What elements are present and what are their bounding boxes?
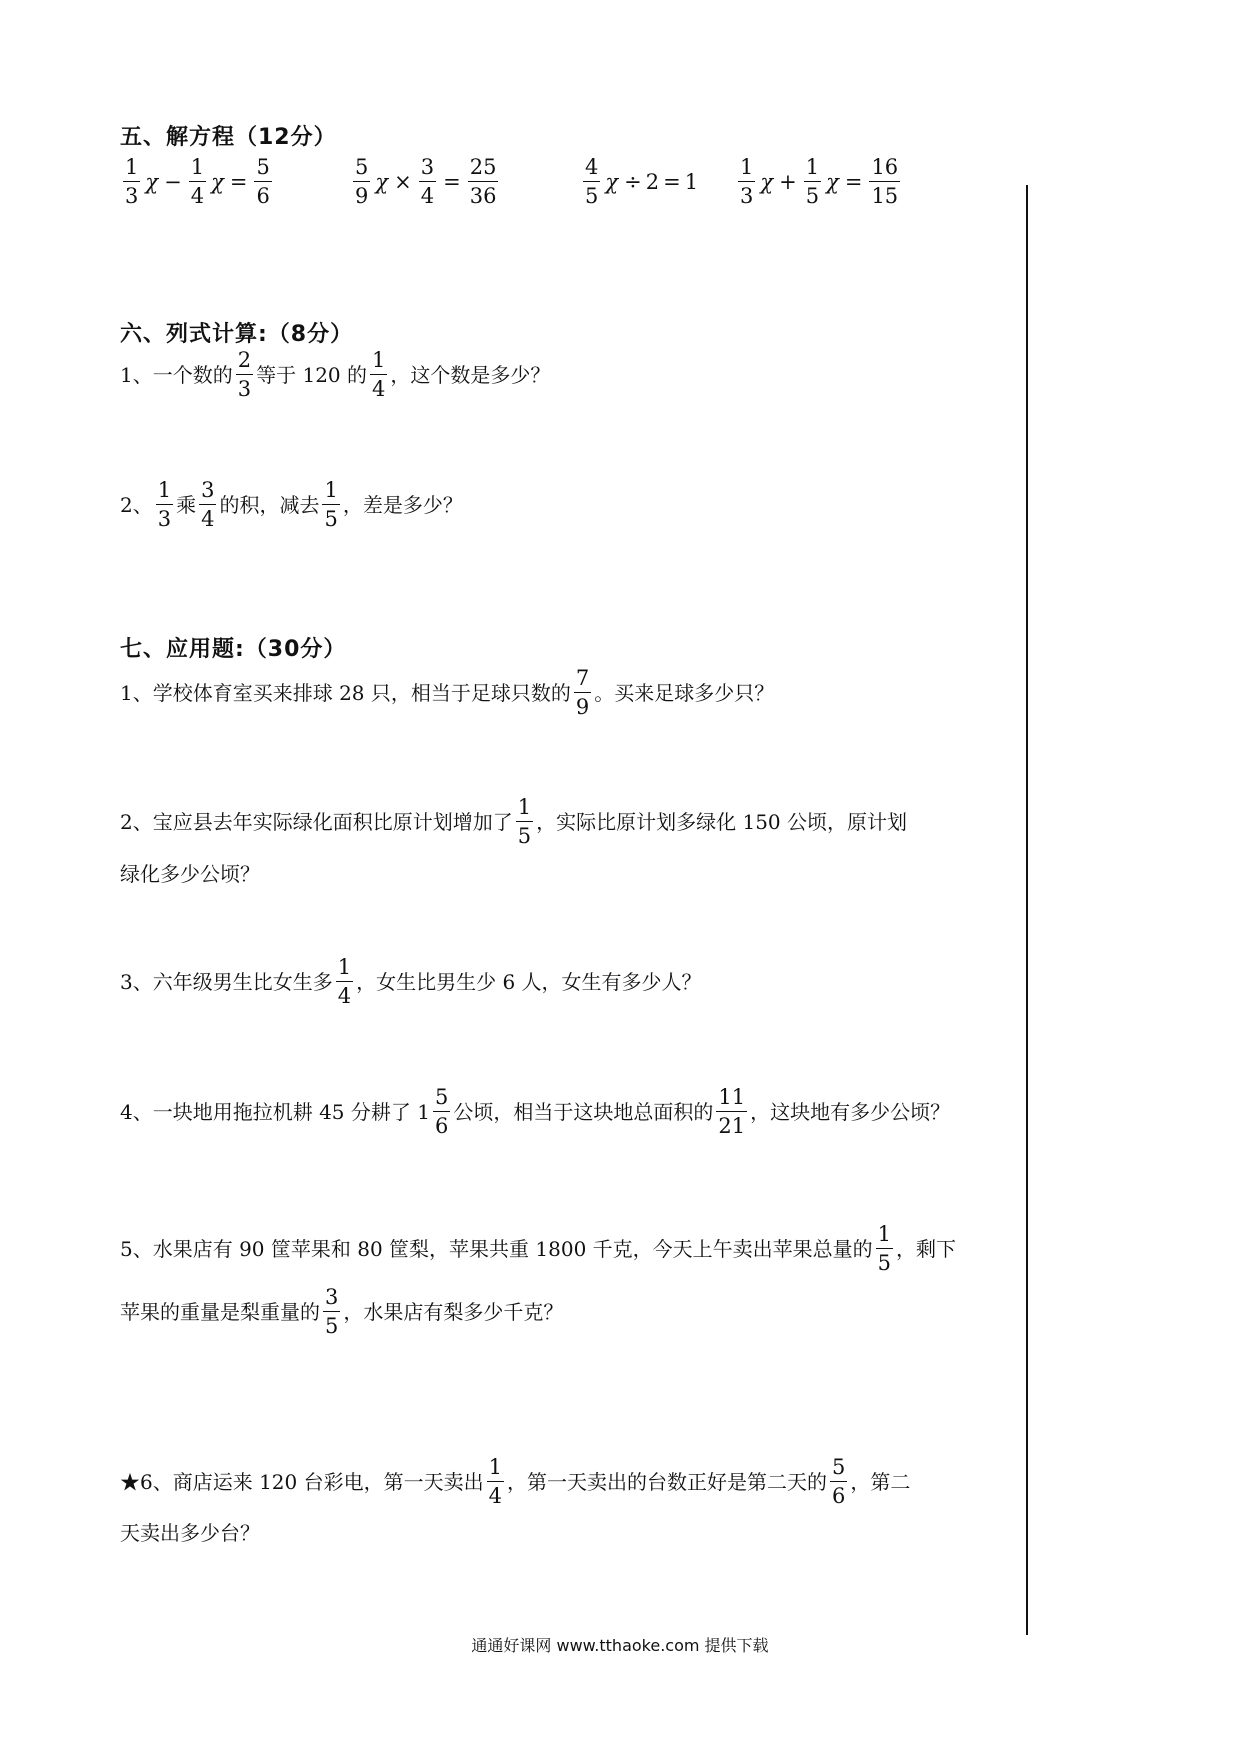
question-text: ★6、商店运来 120 台彩电，第一天卖出 xyxy=(120,1469,484,1494)
fraction: $\frac{1}{5}$ xyxy=(517,795,532,849)
number: 2 xyxy=(645,169,660,194)
fraction: $\frac{5}{6}$ xyxy=(256,155,270,209)
fraction: $\frac{1}{4}$ xyxy=(488,1455,502,1509)
operator: − xyxy=(164,169,182,194)
app-question-6 xyxy=(120,1455,910,1508)
fraction: $\frac{3}{4}$ xyxy=(420,155,435,209)
fraction: $\frac{1}{3}$ xyxy=(740,155,754,209)
variable: χ xyxy=(826,169,839,194)
operator: ÷ xyxy=(624,169,642,194)
fraction: $\frac{5}{6}$ xyxy=(832,1455,846,1509)
fraction: $\frac{1}{5}$ xyxy=(877,1222,892,1276)
question-text: ，第二 xyxy=(850,1469,911,1494)
app-question-5 xyxy=(120,1222,956,1275)
fraction: $\frac{1}{3}$ xyxy=(125,155,139,209)
equals: = xyxy=(229,169,248,194)
fraction: $\frac{5}{6}$ xyxy=(434,1085,449,1139)
equals: = xyxy=(663,169,681,194)
fraction: $\frac{1}{4}$ xyxy=(337,955,352,1009)
fraction: $\frac{11}{21}$ xyxy=(718,1085,746,1139)
section-7-title: 七、应用题:（30分） xyxy=(120,637,347,662)
app-question-6-continued: 天卖出多少台？ xyxy=(120,1521,260,1545)
number: 1 xyxy=(684,169,699,194)
question-text: ，水果店有梨多少千克？ xyxy=(343,1299,564,1324)
equation-1 xyxy=(120,155,275,208)
variable: χ xyxy=(375,169,389,194)
question-text: 2、 xyxy=(120,492,153,517)
app-question-2-continued: 绿化多少公顷？ xyxy=(120,862,260,886)
equation-2 xyxy=(350,155,501,208)
fraction: $\frac{25}{36}$ xyxy=(469,155,497,209)
question-text: ，剩下 xyxy=(896,1236,957,1261)
fraction: $\frac{1}{5}$ xyxy=(324,478,338,532)
fraction: $\frac{4}{5}$ xyxy=(585,155,599,209)
question-text: 苹果的重量是梨重量的 xyxy=(120,1299,320,1324)
question-text: 2、宝应县去年实际绿化面积比原计划增加了 xyxy=(120,809,513,834)
question-text: 3、六年级男生比女生多 xyxy=(120,969,333,994)
variable: χ xyxy=(145,169,159,194)
equals: = xyxy=(443,169,461,194)
question-text: ，第一天卖出的台数正好是第二天的 xyxy=(507,1469,827,1494)
binding-line xyxy=(1026,185,1028,1635)
question-text: 4、一块地用拖拉机耕 45 分耕了 1 xyxy=(120,1099,430,1124)
question-text: 1、学校体育室买来排球 28 只，相当于足球只数的 xyxy=(120,680,571,705)
fraction: $\frac{16}{15}$ xyxy=(871,155,899,209)
fraction: $\frac{5}{9}$ xyxy=(355,155,369,209)
variable: χ xyxy=(605,169,619,194)
question-text: 等于 120 的 xyxy=(256,362,367,387)
page-footer: 通通好课网 www.tthaoke.com 提供下载 xyxy=(471,1636,769,1655)
fraction: $\frac{3}{5}$ xyxy=(325,1285,339,1339)
fraction: $\frac{2}{3}$ xyxy=(237,348,252,402)
question-text: 的积，减去 xyxy=(219,492,320,517)
fraction: $\frac{1}{4}$ xyxy=(190,155,205,209)
app-question-4 xyxy=(120,1085,950,1138)
question-text: 。买来足球多少只？ xyxy=(594,680,775,705)
app-question-5-continued xyxy=(120,1285,563,1338)
variable: χ xyxy=(760,169,774,194)
equals: = xyxy=(844,169,863,194)
app-question-2 xyxy=(120,795,907,848)
fraction: $\frac{7}{9}$ xyxy=(575,666,590,720)
fraction: $\frac{1}{3}$ xyxy=(157,478,172,532)
operator: + xyxy=(779,169,797,194)
question-text: 1、一个数的 xyxy=(120,362,233,387)
section-6-title: 六、列式计算:（8分） xyxy=(120,322,354,347)
fraction: $\frac{3}{4}$ xyxy=(201,478,215,532)
variable: χ xyxy=(211,169,224,194)
app-question-1 xyxy=(120,666,774,719)
question-text: ，这个数是多少？ xyxy=(390,362,551,387)
equation-3 xyxy=(580,155,698,208)
question-text: ，实际比原计划多绿化 150 公顷，原计划 xyxy=(536,809,907,834)
app-question-3 xyxy=(120,955,702,1008)
section-5-title: 五、解方程（12分） xyxy=(120,125,337,150)
question-text: ，差是多少？ xyxy=(342,492,463,517)
question-text: 公顷，相当于这块地总面积的 xyxy=(453,1099,714,1124)
question-text: ，这块地有多少公顷？ xyxy=(750,1099,951,1124)
question-text: 5、水果店有 90 筐苹果和 80 筐梨，苹果共重 1800 千克，今天上午卖出苹果总量的 xyxy=(120,1236,873,1261)
question-text: 乘 xyxy=(176,492,197,517)
fraction: $\frac{1}{5}$ xyxy=(805,155,820,209)
calc-question-1 xyxy=(120,348,550,401)
calc-question-2 xyxy=(120,478,463,531)
question-text: ，女生比男生少 6 人，女生有多少人？ xyxy=(356,969,702,994)
equation-4 xyxy=(735,155,903,208)
operator: × xyxy=(394,169,412,194)
fraction: $\frac{1}{4}$ xyxy=(372,348,386,402)
